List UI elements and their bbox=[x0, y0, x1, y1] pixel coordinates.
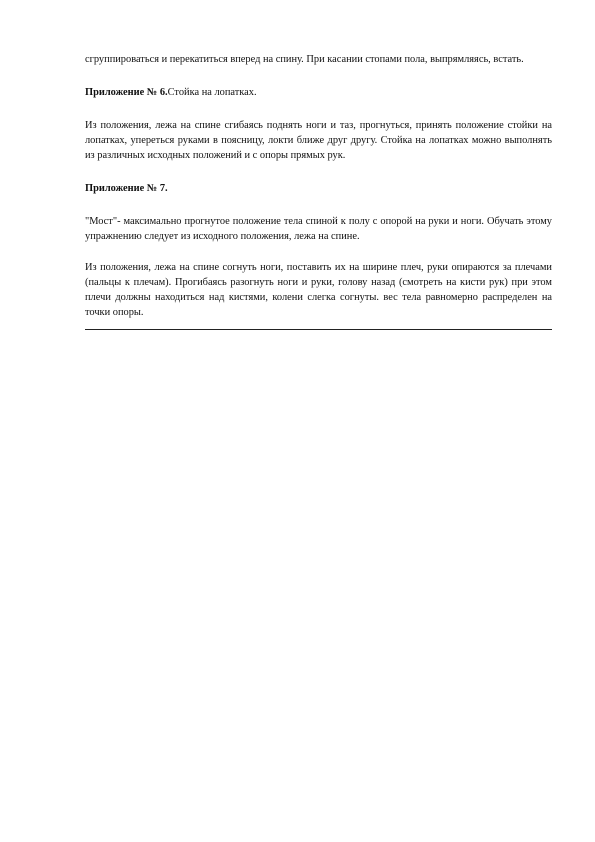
paragraph-continuation: сгруппироваться и перекатиться вперед на спину. При касании стопами пола, выпрямляясь, встать. bbox=[85, 54, 524, 65]
horizontal-divider bbox=[85, 329, 552, 330]
document-body bbox=[85, 52, 552, 320]
appendix-6-heading bbox=[85, 85, 552, 100]
appendix-6-title: Стойка на лопатках. bbox=[167, 87, 257, 98]
paragraph-bridge-intro: "Мост"- максимально прогнутое положение тела спиной к полу с опорой на руки и ноги. Обучать этому упражнению следует из исходного положения, лежа на спине. bbox=[85, 216, 552, 242]
paragraph-bridge-steps: Из положения, лежа на спине согнуть ноги, поставить их на ширине плеч, руки опираются за плечами (пальцы к плечам). Прогибаясь разогнуть ноги и руки, голову назад (смотреть на кисти рук) при этом плечи должны находиться над кистями, колени слегка согнуты. вес тела равномерно распределен на точки опоры. bbox=[85, 262, 552, 318]
appendix-7-heading: Приложение № 7. bbox=[85, 183, 168, 194]
appendix-6-label: Приложение № 6. bbox=[85, 87, 168, 98]
paragraph-shoulder-stand: Из положения, лежа на спине сгибаясь поднять ноги и таз, прогнуться, принять положение стойки на лопатках, упереться руками в поясницу, локти ближе друг другу. Стойка на лопатках можно выполнять из различных исходных положений и с опоры прямых рук. bbox=[85, 120, 552, 161]
